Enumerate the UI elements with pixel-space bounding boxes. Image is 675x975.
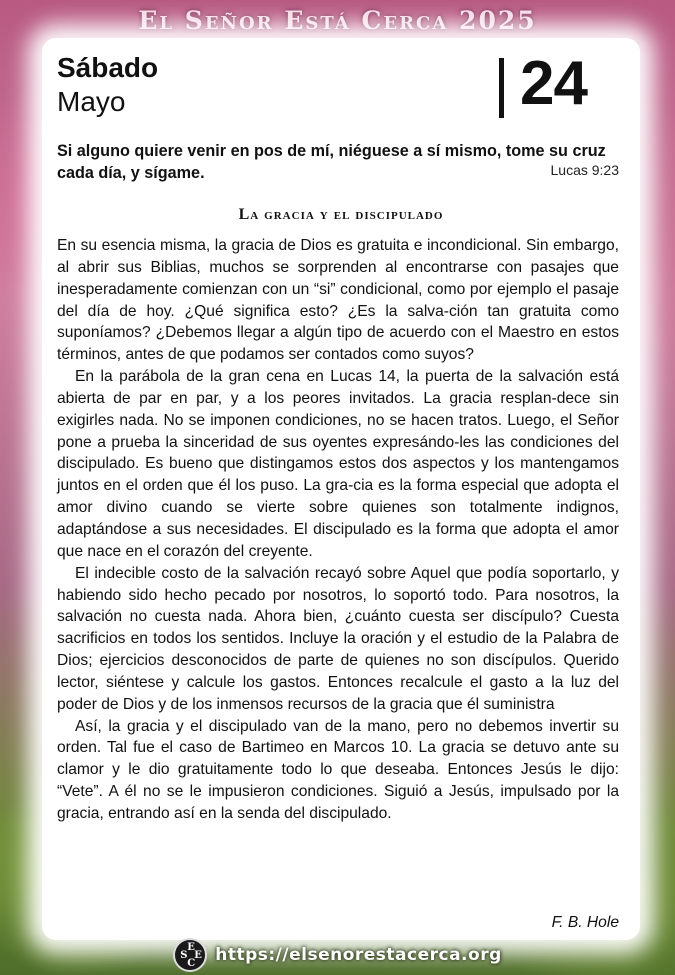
verse-text: Si alguno quiere venir en pos de mí, niéguese a sí mismo, tome su cruz cada día, y sígame.	[57, 142, 606, 182]
article-title: La gracia y el discipulado	[238, 206, 444, 223]
devotional-card	[42, 38, 640, 940]
article-body	[57, 235, 619, 825]
publisher-logo-icon: E S E C	[173, 938, 207, 972]
day-name: Sábado	[57, 52, 159, 83]
paragraph: Así, la gracia y el discipulado van de la mano, pero no debemos invertir su orden. Tal fue el caso de Bartimeo en Marcos 10. La gracia se detuvo ante su clamor y le dio gratuitamente todo lo que deseaba. Entonces Jesús le dijo: “Vete”. A él no se le impusieron condiciones. Siguió a Jesús, impulsado por la gracia, entrando así en la senda del discipulado.	[57, 717, 619, 822]
verse-reference: Lucas 9:23	[550, 162, 619, 178]
paragraph: En la parábola de la gran cena en Lucas 14, la puerta de la salvación está abierta de par en par, y a los peores invitados. La gracia resplan-dece sin exigirles nada. No se imponen condiciones, no se hacen tratos. Luego, el Señor pone a prueba la sinceridad de sus oyentes expresándo-les las condiciones del discipulado. Es bueno que distingamos estos dos aspectos y los mantengamos juntos en el orden que él los puso. La gra-cia es la forma especial que adopta el amor divino cuando se vierte sobre quienes son totalmente indignos, adaptándose a sus necesidades. El discipulado es la forma que adopta el amor que nace en el corazón del creyente.	[57, 368, 619, 560]
paragraph: El indecible costo de la salvación recayó sobre Aquel que podía soportarlo, y habiendo sido hecho pecado por nosotros, lo soportó todo. Para nosotros, la salvación no cuesta nada. Ahora bien, ¿cuánto cuesta ser discípulo? Cuesta sacrificios en todos los sentidos. Incluye la oración y el estudio de la Palabra de Dios; ejercicios desconocidos de parte de quienes no son discípulos. Querido lector, siéntese y calcule los gastos. Entonces recalcule el gasto a la luz del poder de Dios y de los inmensos recursos de la gracia que él suministra	[57, 564, 619, 713]
footer	[0, 937, 675, 973]
date-divider	[499, 58, 504, 118]
paragraph: En su esencia misma, la gracia de Dios es gratuita e incondicional. Sin embargo, al abrir sus Biblias, muchos se sorprenden al encontrarse con pasajes que inesperadamente comienzan con un “si” condicional, como por ejemplo el pasaje del día de hoy. ¿Qué significa esto? ¿Es la salva-ción tan gratuita como suponíamos? ¿Debemos llegar a algún tipo de acuerdo con el Maestro en estos términos, antes de que podamos ser contados como suyos?	[57, 237, 619, 364]
month-name: Mayo	[57, 86, 126, 117]
day-number: 24	[520, 49, 587, 118]
article-author: F. B. Hole	[551, 914, 619, 931]
website-link[interactable]: https://elsenorestacerca.org	[215, 945, 502, 965]
publication-title: El Señor Está Cerca 2025	[138, 6, 537, 35]
